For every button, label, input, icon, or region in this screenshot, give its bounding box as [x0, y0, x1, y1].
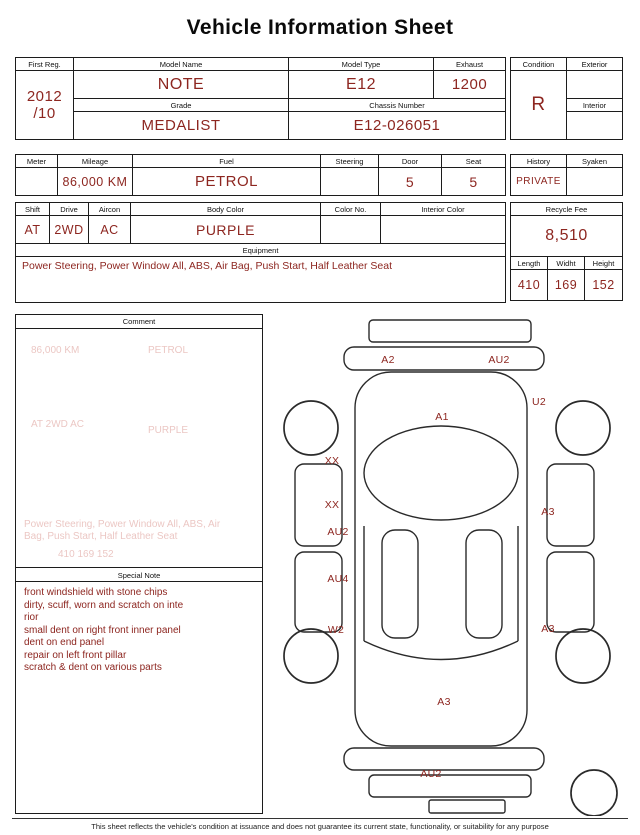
door-label: Door: [379, 155, 442, 168]
license-plate: [429, 800, 505, 813]
condition-label: Condition: [511, 58, 567, 71]
wheel-front-right: [556, 401, 610, 455]
aircon-label: Aircon: [89, 203, 131, 216]
damage-code: A1: [435, 411, 449, 423]
right-front-door-panel: [547, 464, 594, 546]
special-note-line: front windshield with stone chips: [24, 587, 168, 598]
length-value: 410: [511, 270, 548, 301]
wheel-front-left: [284, 401, 338, 455]
fuel-value: PETROL: [133, 168, 321, 196]
height-label: Height: [585, 257, 623, 270]
car-top-strip: [369, 320, 531, 342]
model-name-value: NOTE: [74, 71, 289, 99]
damage-code: U2: [531, 396, 547, 408]
equipment-value: Power Steering, Power Window All, ABS, Air Bag, Push Start, Half Leather Seat: [16, 257, 506, 303]
comment-header: Comment: [16, 315, 262, 329]
recycle-fee-label: Recycle Fee: [511, 203, 623, 216]
model-name-label: Model Name: [74, 58, 289, 71]
damage-code: XX: [324, 455, 340, 467]
rear-bumper: [344, 748, 544, 770]
rear-lower-strip: [369, 775, 531, 797]
syaken-value: [567, 168, 623, 196]
interior-right-panel: [466, 530, 502, 638]
car-damage-diagram: [266, 316, 628, 816]
damage-code: AU2: [327, 526, 349, 538]
model-type-value: E12: [289, 71, 434, 99]
drive-label: Drive: [50, 203, 89, 216]
ghost-bleed-text: Bag, Push Start, Half Leather Seat: [24, 531, 178, 542]
width-value: 169: [548, 270, 585, 301]
drive-value: 2WD: [50, 216, 89, 244]
special-note-line: dirty, scuff, worn and scratch on inte: [24, 599, 184, 611]
car-body-outline: [355, 372, 527, 746]
steering-value: [321, 168, 379, 196]
special-note-line: rior: [24, 612, 39, 623]
interior-left-panel: [382, 530, 418, 638]
damage-code: A3: [541, 506, 555, 518]
mileage-label: Mileage: [58, 155, 133, 168]
ghost-bleed-text: AT 2WD AC: [31, 419, 84, 430]
recycle-fee-value: 8,510: [511, 216, 623, 257]
ghost-bleed-text: PURPLE: [148, 425, 189, 436]
height-value: 152: [585, 270, 623, 301]
exhaust-label: Exhaust: [434, 58, 506, 71]
page-title: Vehicle Information Sheet: [186, 16, 454, 39]
left-rear-door-panel: [295, 552, 342, 632]
seat-label: Seat: [442, 155, 506, 168]
right-rear-door-panel: [547, 552, 594, 632]
damage-code: W2: [327, 624, 345, 636]
body-color-value: PURPLE: [131, 216, 321, 244]
steering-label: Steering: [321, 155, 379, 168]
history-table: [510, 154, 623, 196]
body-color-label: Body Color: [131, 203, 321, 216]
exhaust-value: 1200: [434, 71, 506, 99]
special-note-line: dent on end panel: [24, 637, 105, 648]
drivetrain-table: [15, 202, 506, 303]
length-label: Length: [511, 257, 548, 270]
damage-code: XX: [324, 499, 340, 511]
meter-label: Meter: [16, 155, 58, 168]
interior-color-value: [381, 216, 506, 244]
grade-value: MEDALIST: [74, 112, 289, 140]
shift-label: Shift: [16, 203, 50, 216]
wheel-rear-right: [556, 629, 610, 683]
seat-value: 5: [442, 168, 506, 196]
damage-code: A3: [541, 623, 555, 635]
first-reg-year: 2012: [26, 88, 63, 105]
chassis-number-label: Chassis Number: [289, 99, 506, 112]
first-reg-month: /10: [33, 105, 56, 122]
exterior-value: [567, 71, 623, 99]
car-front-bumper: [344, 347, 544, 370]
damage-code: AU2: [488, 354, 510, 366]
width-label: Widht: [548, 257, 585, 270]
comment-box: [15, 314, 263, 814]
aircon-value: AC: [89, 216, 131, 244]
damage-code: AU2: [420, 768, 442, 780]
shift-value: AT: [16, 216, 50, 244]
ghost-bleed-text: Power Steering, Power Window All, ABS, Air: [24, 519, 221, 530]
specs-table: [15, 154, 506, 196]
condition-value: R: [511, 71, 567, 140]
ghost-bleed-text: 86,000 KM: [31, 345, 80, 356]
equipment-label: Equipment: [16, 244, 506, 257]
condition-table: [510, 57, 623, 140]
syaken-label: Syaken: [567, 155, 623, 168]
special-note-header: Special Note: [16, 567, 262, 582]
wheel-rear-left: [284, 629, 338, 683]
history-label: History: [511, 155, 567, 168]
windshield-outline: [364, 426, 518, 520]
damage-code: A3: [437, 696, 451, 708]
recycle-dimensions-table: [510, 202, 623, 301]
footer-disclaimer: This sheet reflects the vehicle's condition at issuance and does not guarantee its current state, functionality, or suitability for any purpose: [91, 822, 549, 831]
door-value: 5: [379, 168, 442, 196]
special-note-line: scratch & dent on various parts: [24, 662, 162, 673]
mileage-value: 86,000 KM: [58, 168, 133, 196]
special-note-text: [24, 587, 258, 675]
model-type-label: Model Type: [289, 58, 434, 71]
damage-code: AU4: [327, 573, 349, 585]
special-note-line: repair on left front pillar: [24, 649, 127, 661]
color-no-value: [321, 216, 381, 244]
grade-label: Grade: [74, 99, 289, 112]
ghost-bleed-text: 410 169 152: [58, 549, 114, 560]
meter-value: [16, 168, 58, 196]
history-value: PRIVATE: [511, 168, 567, 196]
damage-code: A2: [381, 354, 395, 366]
spare-wheel: [571, 770, 617, 816]
first-reg-label: First Reg.: [16, 58, 74, 71]
color-no-label: Color No.: [321, 203, 381, 216]
interior-color-label: Interior Color: [381, 203, 506, 216]
footer-divider: [12, 818, 628, 819]
rear-window-arc: [364, 641, 518, 660]
ghost-bleed-text: PETROL: [148, 345, 189, 356]
special-note-line: small dent on right front inner panel: [24, 624, 181, 636]
exterior-label: Exterior: [567, 58, 623, 71]
interior-label: Interior: [567, 99, 623, 112]
registration-table: [15, 57, 506, 140]
fuel-label: Fuel: [133, 155, 321, 168]
chassis-number-value: E12-026051: [289, 112, 506, 140]
interior-value: [567, 112, 623, 140]
first-reg-value: [16, 71, 74, 140]
